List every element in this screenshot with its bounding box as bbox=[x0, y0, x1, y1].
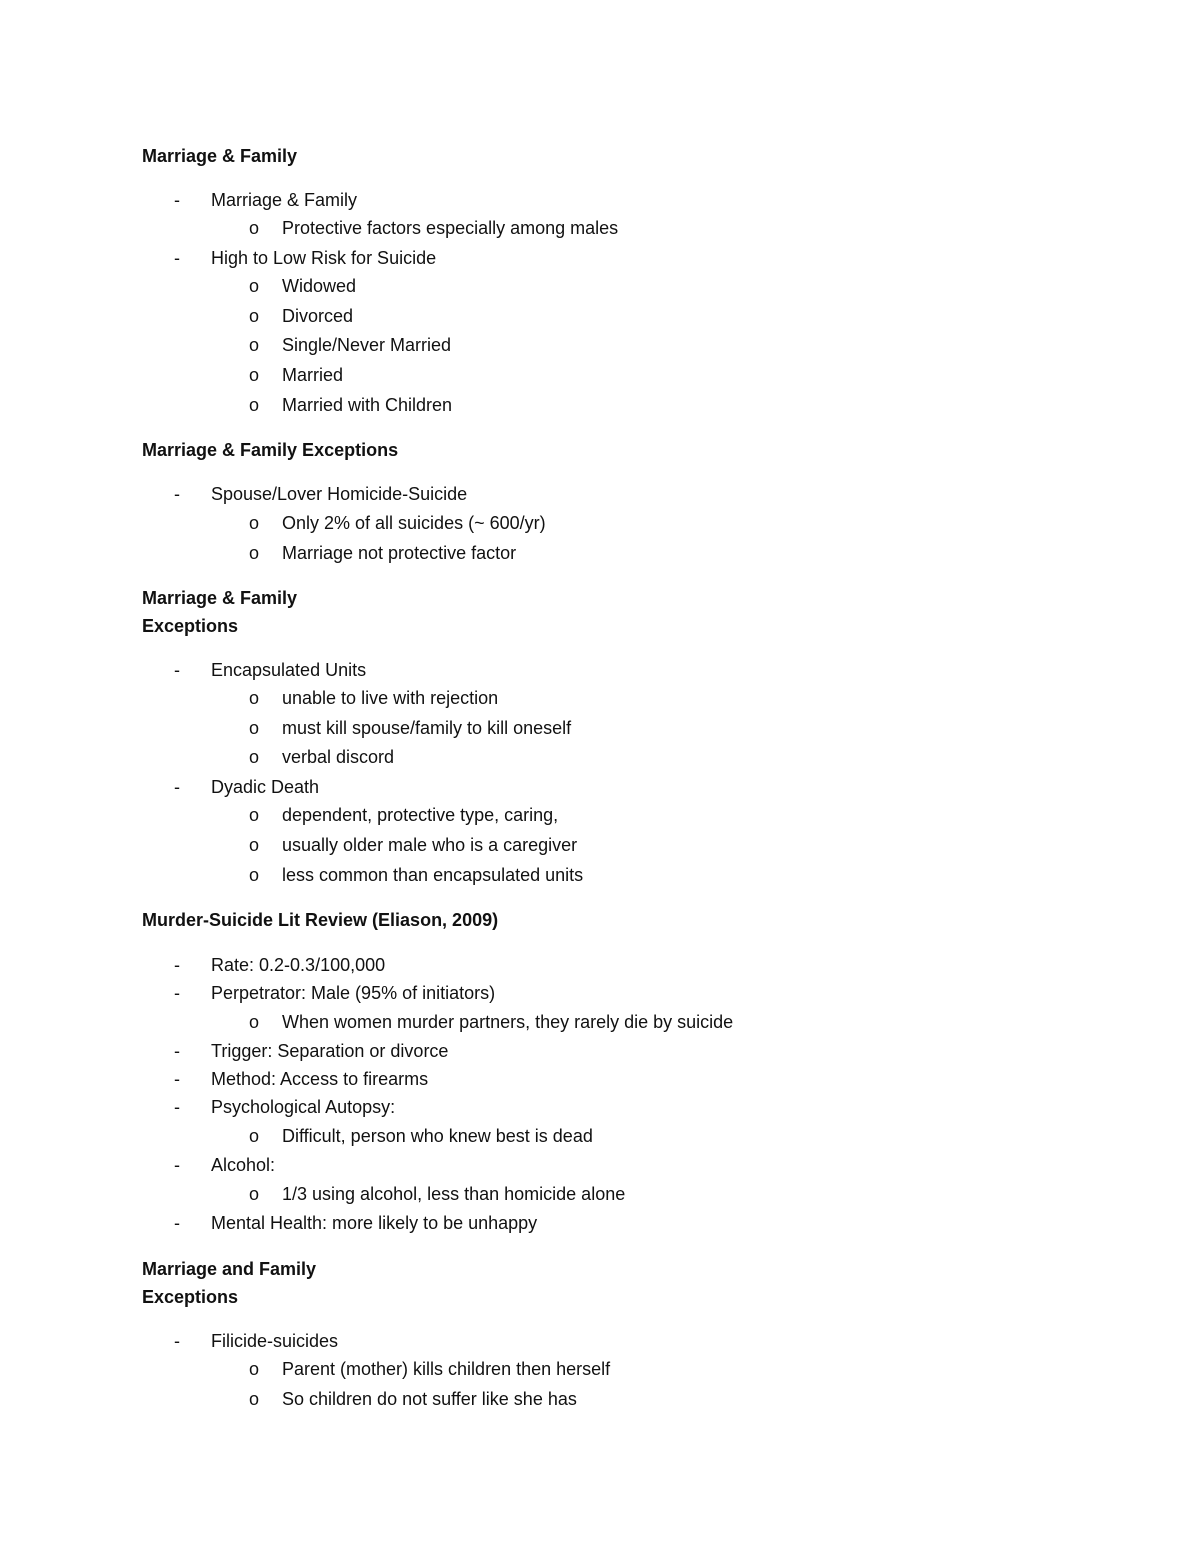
sub-list-item: Protective factors especially among males bbox=[282, 218, 619, 238]
list-item: Spouse/Lover Homicide-Suicide bbox=[211, 484, 468, 504]
list-item: Psychological Autopsy: bbox=[211, 1097, 396, 1117]
dash-bullet: - bbox=[174, 484, 180, 504]
dash-bullet: - bbox=[174, 1331, 180, 1351]
dash-bullet: - bbox=[174, 248, 180, 268]
sub-bullet: o bbox=[249, 718, 260, 738]
sub-bullet: o bbox=[249, 835, 260, 855]
sub-bullet: o bbox=[249, 1184, 260, 1204]
sub-list-item: must kill spouse/family to kill oneself bbox=[282, 718, 572, 738]
sub-bullet: o bbox=[249, 1126, 260, 1146]
list-item: Alcohol: bbox=[211, 1155, 276, 1175]
list-item: Method: Access to firearms bbox=[211, 1069, 429, 1089]
dash-bullet: - bbox=[174, 777, 180, 797]
dash-bullet: - bbox=[174, 1041, 180, 1061]
sub-bullet: o bbox=[249, 1012, 260, 1032]
sub-list-item: Marriage not protective factor bbox=[282, 543, 517, 563]
section-heading: Marriage & Family Exceptions bbox=[142, 440, 399, 460]
list-item: Trigger: Separation or divorce bbox=[211, 1041, 449, 1061]
list-item: Mental Health: more likely to be unhappy bbox=[211, 1213, 538, 1233]
dash-bullet: - bbox=[174, 983, 180, 1003]
sub-bullet: o bbox=[249, 805, 260, 825]
sub-bullet: o bbox=[249, 543, 260, 563]
section-heading: Marriage & Family bbox=[142, 146, 298, 166]
dash-bullet: - bbox=[174, 190, 180, 210]
list-item: Dyadic Death bbox=[211, 777, 320, 797]
sub-bullet: o bbox=[249, 1389, 260, 1409]
sub-bullet: o bbox=[249, 335, 260, 355]
sub-list-item: Widowed bbox=[282, 276, 357, 296]
sub-bullet: o bbox=[249, 306, 260, 326]
section-heading: Marriage and Family bbox=[142, 1259, 317, 1279]
list-item: Filicide-suicides bbox=[211, 1331, 339, 1351]
sub-list-item: Single/Never Married bbox=[282, 335, 452, 355]
list-item: Rate: 0.2-0.3/100,000 bbox=[211, 955, 386, 975]
sub-list-item: Married bbox=[282, 365, 344, 385]
sub-bullet: o bbox=[249, 395, 260, 415]
sub-list-item: Only 2% of all suicides (~ 600/yr) bbox=[282, 513, 546, 533]
dash-bullet: - bbox=[174, 1097, 180, 1117]
sub-list-item: So children do not suffer like she has bbox=[282, 1389, 577, 1409]
sub-list-item: Married with Children bbox=[282, 395, 453, 415]
sub-list-item: When women murder partners, they rarely die by suicide bbox=[282, 1012, 734, 1032]
list-item: Encapsulated Units bbox=[211, 660, 367, 680]
sub-list-item: verbal discord bbox=[282, 747, 395, 767]
sub-list-item: Difficult, person who knew best is dead bbox=[282, 1126, 593, 1146]
sub-list-item: 1/3 using alcohol, less than homicide alone bbox=[282, 1184, 626, 1204]
sub-bullet: o bbox=[249, 688, 260, 708]
dash-bullet: - bbox=[174, 955, 180, 975]
sub-bullet: o bbox=[249, 1359, 260, 1379]
sub-bullet: o bbox=[249, 513, 260, 533]
sub-list-item: Divorced bbox=[282, 306, 354, 326]
section-heading: Exceptions bbox=[142, 616, 239, 636]
sub-list-item: dependent, protective type, caring, bbox=[282, 805, 559, 825]
list-item: High to Low Risk for Suicide bbox=[211, 248, 437, 268]
list-item: Marriage & Family bbox=[211, 190, 358, 210]
sub-list-item: Parent (mother) kills children then herself bbox=[282, 1359, 611, 1379]
section-heading: Murder-Suicide Lit Review (Eliason, 2009) bbox=[142, 910, 499, 930]
section-heading: Exceptions bbox=[142, 1287, 239, 1307]
dash-bullet: - bbox=[174, 1213, 180, 1233]
sub-bullet: o bbox=[249, 365, 260, 385]
sub-list-item: less common than encapsulated units bbox=[282, 865, 584, 885]
sub-bullet: o bbox=[249, 218, 260, 238]
sub-bullet: o bbox=[249, 747, 260, 767]
sub-bullet: o bbox=[249, 865, 260, 885]
sub-list-item: usually older male who is a caregiver bbox=[282, 835, 578, 855]
sub-bullet: o bbox=[249, 276, 260, 296]
dash-bullet: - bbox=[174, 1155, 180, 1175]
sub-list-item: unable to live with rejection bbox=[282, 688, 499, 708]
dash-bullet: - bbox=[174, 1069, 180, 1089]
dash-bullet: - bbox=[174, 660, 180, 680]
section-heading: Marriage & Family bbox=[142, 588, 298, 608]
list-item: Perpetrator: Male (95% of initiators) bbox=[211, 983, 496, 1003]
